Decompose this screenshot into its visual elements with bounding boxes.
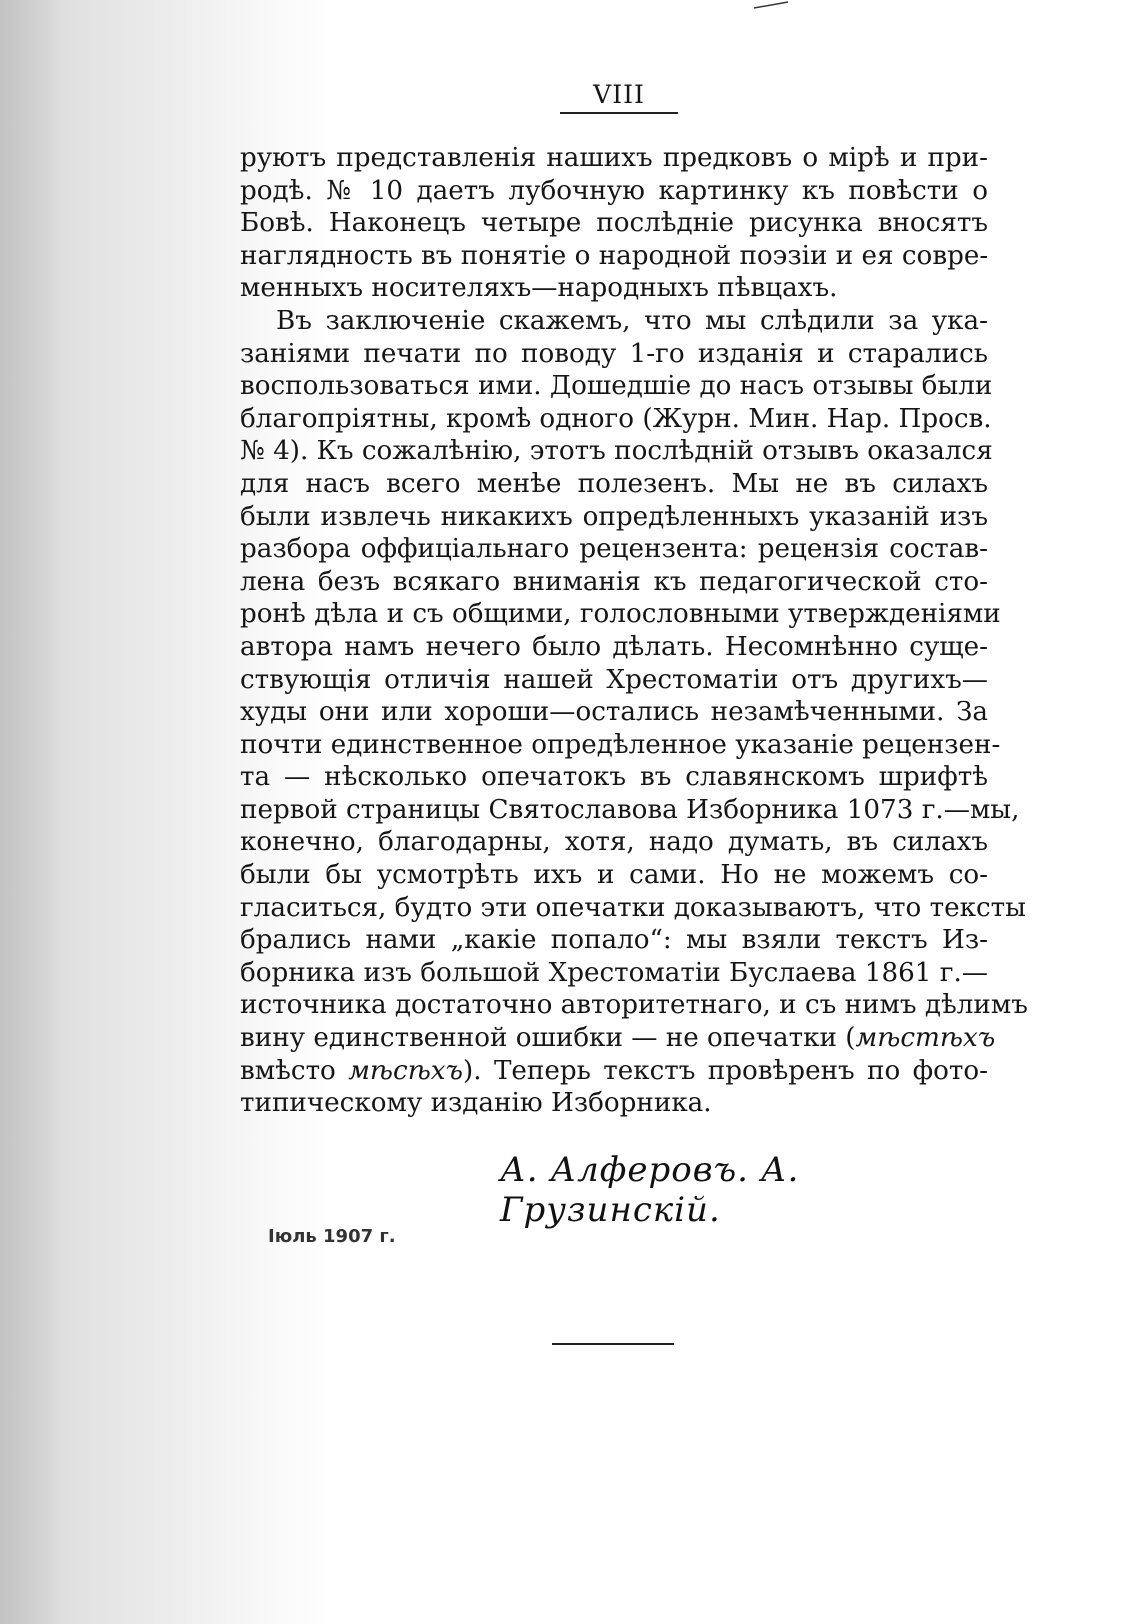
text-line: руютъ представленія нашихъ предковъ о мірѣ и при- bbox=[240, 143, 988, 173]
text-line: почти единственное опредѣленное указаніе рецензен- bbox=[240, 729, 1001, 760]
text-line: ствующія отличія нашей Хрестоматіи отъ другихъ— bbox=[240, 664, 988, 695]
text-line: № 4). Къ сожалѣнію, этотъ послѣдній отзывъ оказался bbox=[240, 436, 993, 467]
text-line: были бы усмотрѣть ихъ и сами. Но не можемъ со- bbox=[240, 860, 988, 891]
author-signature: А. Алферовъ. А. Грузинскій. bbox=[500, 1150, 800, 1230]
paragraph-2 bbox=[240, 305, 1028, 1120]
italic-word: мѣстѣхъ bbox=[855, 1023, 996, 1054]
italic-word: мѣсѣхъ bbox=[348, 1055, 464, 1086]
date-line: Іюль 1907 г. bbox=[268, 1226, 396, 1247]
footer-rule bbox=[552, 1343, 674, 1345]
text-line: наглядность въ понятіе о народной поэзіи и ея совре- bbox=[240, 240, 989, 271]
text-line: благопріятны, кромѣ одного (Журн. Мин. Нар. Просв. bbox=[240, 403, 992, 434]
text-segment: вмѣсто bbox=[240, 1055, 349, 1086]
scan-edge-shadow-dark bbox=[0, 0, 60, 1624]
text-line: худы они или хороши—остались незамѣченными. За bbox=[240, 697, 988, 728]
page-number: VIII bbox=[593, 80, 645, 109]
text-line: конечно, благодарны, хотя, надо думать, въ силахъ bbox=[240, 827, 988, 858]
text-line: менныхъ носителяхъ—народныхъ пѣвцахъ. bbox=[240, 273, 838, 304]
text-line: воспользоваться ими. Дошедшіе до насъ отзывы были bbox=[240, 371, 993, 402]
text-line: Бовѣ. Наконецъ четыре послѣдніе рисунка вносятъ bbox=[240, 208, 988, 239]
text-line: лена безъ всякаго вниманія къ педагогической сто- bbox=[240, 566, 988, 597]
ink-speck bbox=[752, 0, 792, 10]
text-line: автора намъ нечего было дѣлать. Несомнѣнно суще- bbox=[240, 631, 988, 662]
text-line: заніями печати по поводу 1-го изданія и старались bbox=[240, 338, 988, 369]
text-line: брались нами „какіе попало“: мы взяли текстъ Из- bbox=[240, 925, 988, 956]
text-segment: ). Теперь текстъ провѣренъ по фото- bbox=[463, 1055, 989, 1086]
text-line: первой страницы Святославова Изборника 1073 г.—мы, bbox=[240, 794, 1020, 825]
text-line: родѣ. № 10 даетъ лубочную картинку къ повѣсти о bbox=[240, 175, 988, 206]
text-line: для насъ всего менѣе полезенъ. Мы не въ силахъ bbox=[240, 468, 988, 499]
text-line: та — нѣсколько опечатокъ въ славянскомъ шрифтѣ bbox=[240, 762, 988, 793]
text-line: гласиться, будто эти опечатки доказываютъ, что тексты bbox=[240, 892, 1026, 923]
text-line: Въ заключеніе скажемъ, что мы слѣдили за ука- bbox=[276, 305, 988, 336]
text-line: источника достаточно авторитетнаго, и съ нимъ дѣлимъ bbox=[240, 990, 1028, 1021]
text-line: ронѣ дѣла и съ общими, голословными утвержденіями bbox=[240, 599, 1001, 630]
text-line-with-italic bbox=[240, 1022, 996, 1055]
header-rule bbox=[560, 112, 678, 114]
text-line: были извлечь никакихъ опредѣленныхъ указаній изъ bbox=[240, 501, 988, 532]
text-line: разбора оффиціальнаго рецензента: рецензія состав- bbox=[240, 534, 988, 565]
text-line-with-italic bbox=[240, 1055, 988, 1088]
text-line: типическому изданію Изборника. bbox=[240, 1088, 712, 1119]
text-line: борника изъ большой Хрестоматіи Буслаева 1861 г.— bbox=[240, 957, 988, 988]
text-segment: вину единственной ошибки — не опечатки ( bbox=[240, 1023, 856, 1054]
body-text bbox=[240, 142, 1028, 1120]
paragraph-1 bbox=[240, 142, 988, 305]
